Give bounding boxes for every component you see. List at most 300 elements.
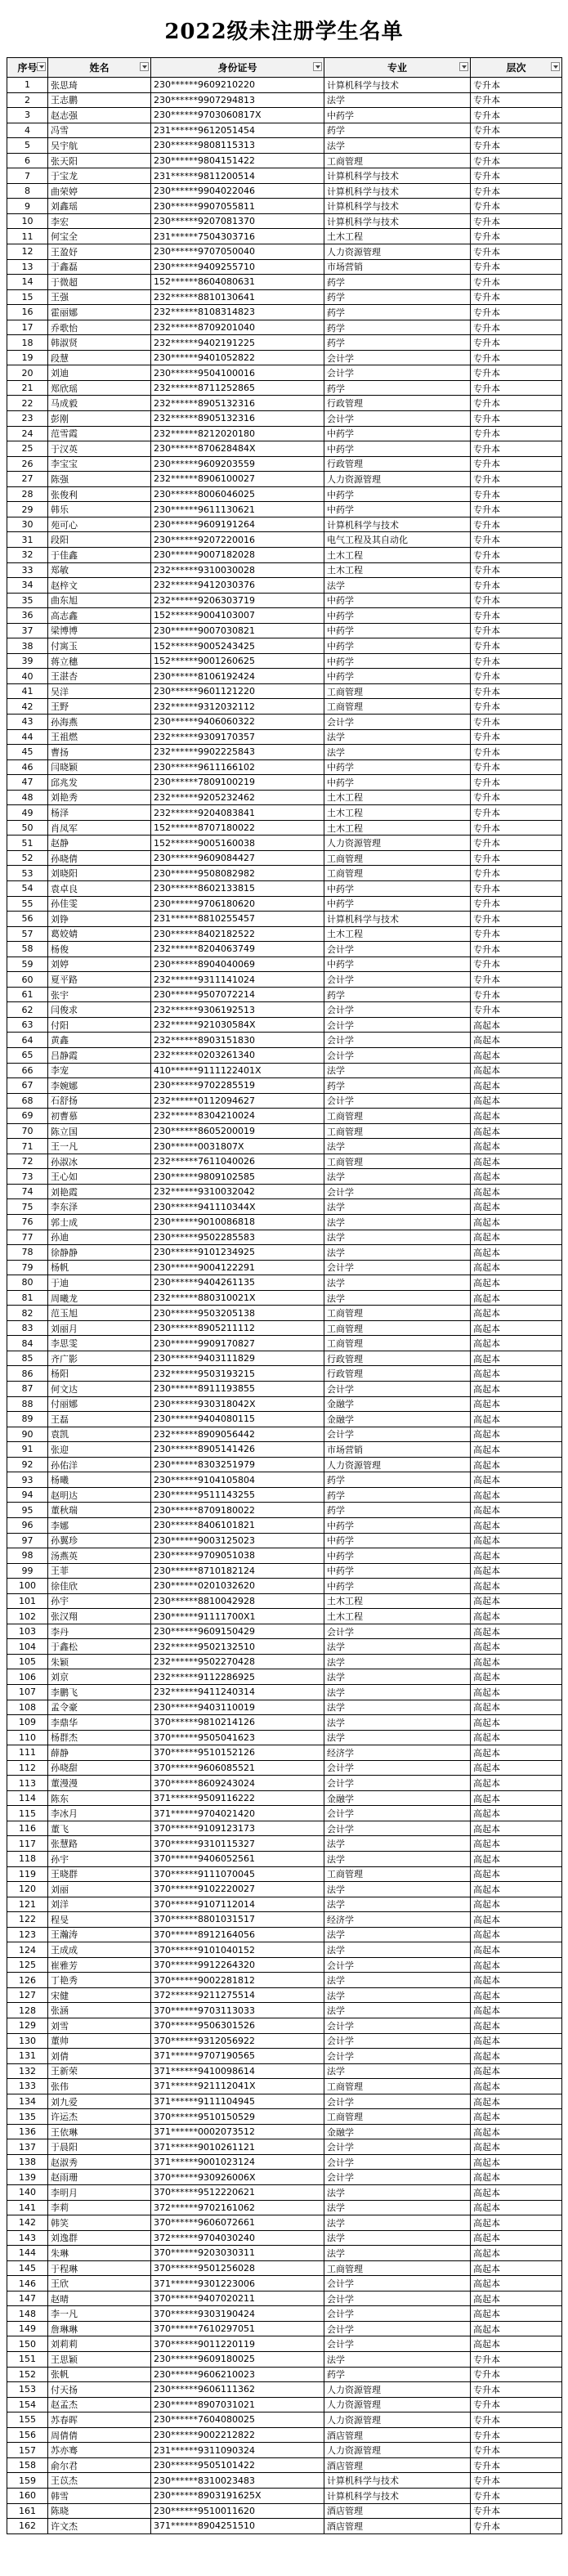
name-cell[interactable]: 王野 (48, 699, 151, 715)
row-number-cell[interactable]: 144 (7, 2246, 48, 2261)
id-number-cell[interactable]: 230******8911193855 (151, 1382, 324, 1397)
name-cell[interactable]: 董漫漫 (48, 1776, 151, 1791)
name-cell[interactable]: 彭刚 (48, 411, 151, 427)
name-cell[interactable]: 刘丽月 (48, 1320, 151, 1336)
name-cell[interactable]: 刘洋 (48, 1897, 151, 1912)
name-cell[interactable]: 徐静静 (48, 1245, 151, 1261)
level-cell[interactable]: 专升本 (471, 2352, 562, 2368)
id-number-cell[interactable]: 370******7610297051 (151, 2321, 324, 2336)
name-cell[interactable]: 韩淑贤 (48, 335, 151, 351)
level-cell[interactable]: 高起本 (471, 2079, 562, 2094)
name-cell[interactable]: 段阳 (48, 532, 151, 548)
id-number-cell[interactable]: 232******9205232462 (151, 790, 324, 805)
name-cell[interactable]: 蒋立穗 (48, 653, 151, 669)
major-cell[interactable]: 工商管理 (324, 1866, 471, 1882)
row-number-cell[interactable]: 151 (7, 2352, 48, 2368)
id-number-cell[interactable]: 232******8810130641 (151, 289, 324, 305)
id-number-cell[interactable]: 232******9112286925 (151, 1669, 324, 1685)
level-cell[interactable]: 高起本 (471, 1230, 562, 1245)
row-number-cell[interactable]: 56 (7, 912, 48, 927)
name-cell[interactable]: 曲荣婷 (48, 183, 151, 199)
level-cell[interactable]: 专升本 (471, 2427, 562, 2443)
name-cell[interactable]: 董飞 (48, 1821, 151, 1836)
major-cell[interactable]: 工商管理 (324, 1336, 471, 1351)
level-cell[interactable]: 专升本 (471, 547, 562, 562)
major-cell[interactable]: 法学 (324, 1169, 471, 1185)
level-cell[interactable]: 专升本 (471, 593, 562, 608)
row-number-cell[interactable]: 112 (7, 1760, 48, 1776)
filter-dropdown-icon[interactable] (313, 62, 322, 71)
name-cell[interactable]: 刘逸群 (48, 2230, 151, 2246)
row-number-cell[interactable]: 160 (7, 2488, 48, 2503)
level-cell[interactable]: 高起本 (471, 1290, 562, 1306)
row-number-cell[interactable]: 152 (7, 2367, 48, 2382)
level-cell[interactable]: 高起本 (471, 1366, 562, 1382)
major-cell[interactable]: 会计学 (324, 2094, 471, 2109)
id-number-cell[interactable]: 230******8106192424 (151, 669, 324, 684)
level-cell[interactable]: 高起本 (471, 1730, 562, 1745)
name-cell[interactable]: 李娜 (48, 1517, 151, 1533)
major-cell[interactable]: 法学 (324, 2230, 471, 2246)
row-number-cell[interactable]: 161 (7, 2503, 48, 2519)
major-cell[interactable]: 法学 (324, 1987, 471, 2003)
major-cell[interactable]: 土木工程 (324, 790, 471, 805)
name-cell[interactable]: 许运杰 (48, 2109, 151, 2125)
id-number-cell[interactable]: 230******9909170827 (151, 1336, 324, 1351)
major-cell[interactable]: 土木工程 (324, 820, 471, 836)
name-cell[interactable]: 于鑫磊 (48, 259, 151, 275)
major-cell[interactable]: 会计学 (324, 1184, 471, 1199)
id-number-cell[interactable]: 232******9206303719 (151, 593, 324, 608)
id-number-cell[interactable]: 230******9104105804 (151, 1472, 324, 1488)
id-number-cell[interactable]: 230******9907294813 (151, 92, 324, 108)
row-number-cell[interactable]: 99 (7, 1563, 48, 1579)
major-cell[interactable]: 会计学 (324, 1624, 471, 1639)
row-number-cell[interactable]: 70 (7, 1123, 48, 1139)
major-cell[interactable]: 会计学 (324, 1048, 471, 1064)
major-cell[interactable]: 市场营销 (324, 259, 471, 275)
major-cell[interactable]: 金融学 (324, 1790, 471, 1806)
name-cell[interactable]: 邱兆发 (48, 775, 151, 791)
row-number-cell[interactable]: 111 (7, 1745, 48, 1761)
row-number-cell[interactable]: 107 (7, 1684, 48, 1700)
id-number-cell[interactable]: 370******9606072661 (151, 2215, 324, 2231)
major-cell[interactable]: 会计学 (324, 1821, 471, 1836)
id-number-cell[interactable]: 230******8310023483 (151, 2473, 324, 2489)
id-number-cell[interactable]: 230******9505101422 (151, 2457, 324, 2473)
id-number-cell[interactable]: 370******8609243024 (151, 1776, 324, 1791)
name-cell[interactable]: 刘鑫瑶 (48, 199, 151, 214)
major-cell[interactable]: 法学 (324, 2185, 471, 2201)
row-number-cell[interactable]: 49 (7, 805, 48, 821)
level-cell[interactable]: 高起本 (471, 1503, 562, 1518)
level-cell[interactable]: 专升本 (471, 396, 562, 411)
row-number-cell[interactable]: 131 (7, 2049, 48, 2064)
name-cell[interactable]: 付阳 (48, 1017, 151, 1033)
major-cell[interactable]: 中药学 (324, 623, 471, 638)
id-number-cell[interactable]: 152******9005243425 (151, 638, 324, 654)
major-cell[interactable]: 药学 (324, 305, 471, 320)
level-cell[interactable]: 专升本 (471, 199, 562, 214)
row-number-cell[interactable]: 127 (7, 1987, 48, 2003)
name-cell[interactable]: 李明月 (48, 2185, 151, 2201)
level-cell[interactable]: 专升本 (471, 562, 562, 578)
row-number-cell[interactable]: 24 (7, 426, 48, 441)
level-cell[interactable]: 高起本 (471, 1412, 562, 1427)
row-number-cell[interactable]: 48 (7, 790, 48, 805)
major-cell[interactable]: 法学 (324, 1730, 471, 1745)
row-number-cell[interactable]: 113 (7, 1776, 48, 1791)
major-cell[interactable]: 工商管理 (324, 1123, 471, 1139)
name-cell[interactable]: 刘晓阳 (48, 866, 151, 881)
major-cell[interactable]: 法学 (324, 1927, 471, 1942)
name-cell[interactable]: 付天扬 (48, 2382, 151, 2398)
name-cell[interactable]: 张天阳 (48, 153, 151, 168)
level-cell[interactable]: 高起本 (471, 1487, 562, 1503)
name-cell[interactable]: 王盈妤 (48, 244, 151, 260)
level-cell[interactable]: 高起本 (471, 1654, 562, 1669)
id-number-cell[interactable]: 370******9703113033 (151, 2003, 324, 2018)
id-number-cell[interactable]: 230******9907055811 (151, 199, 324, 214)
level-cell[interactable]: 专升本 (471, 956, 562, 972)
name-cell[interactable]: 范玉旭 (48, 1306, 151, 1321)
id-number-cell[interactable]: 230******8709180022 (151, 1503, 324, 1518)
level-cell[interactable]: 高起本 (471, 1957, 562, 1973)
row-number-cell[interactable]: 51 (7, 836, 48, 851)
id-number-cell[interactable]: 230******8303251979 (151, 1457, 324, 1472)
name-cell[interactable]: 于鑫松 (48, 1639, 151, 1655)
row-number-cell[interactable]: 83 (7, 1320, 48, 1336)
row-number-cell[interactable]: 30 (7, 517, 48, 532)
name-cell[interactable]: 李宏 (48, 213, 151, 229)
major-cell[interactable]: 法学 (324, 1836, 471, 1852)
row-number-cell[interactable]: 31 (7, 532, 48, 548)
name-cell[interactable]: 范雪霞 (48, 426, 151, 441)
name-cell[interactable]: 朱颖 (48, 1654, 151, 1669)
row-number-cell[interactable]: 110 (7, 1730, 48, 1745)
row-number-cell[interactable]: 71 (7, 1139, 48, 1154)
level-cell[interactable]: 高起本 (471, 2018, 562, 2034)
name-cell[interactable]: 周倩倩 (48, 2427, 151, 2443)
name-cell[interactable]: 孙淑冰 (48, 1154, 151, 1169)
id-number-cell[interactable]: 232******9902225843 (151, 745, 324, 760)
name-cell[interactable]: 张帆 (48, 2367, 151, 2382)
row-number-cell[interactable]: 38 (7, 638, 48, 654)
row-number-cell[interactable]: 106 (7, 1669, 48, 1685)
name-cell[interactable]: 李宠 (48, 1063, 151, 1078)
id-number-cell[interactable]: 231******8810255457 (151, 912, 324, 927)
level-cell[interactable]: 高起本 (471, 1048, 562, 1064)
row-number-cell[interactable]: 4 (7, 123, 48, 138)
row-number-cell[interactable]: 128 (7, 2003, 48, 2018)
major-cell[interactable]: 工商管理 (324, 1109, 471, 1124)
major-cell[interactable]: 计算机科学与技术 (324, 183, 471, 199)
level-cell[interactable]: 高起本 (471, 1199, 562, 1215)
level-cell[interactable]: 专升本 (471, 305, 562, 320)
major-cell[interactable]: 中药学 (324, 108, 471, 123)
row-number-cell[interactable]: 63 (7, 1017, 48, 1033)
level-cell[interactable]: 高起本 (471, 1806, 562, 1821)
id-number-cell[interactable]: 232******9306192513 (151, 1002, 324, 1018)
id-number-cell[interactable]: 372******9702161062 (151, 2200, 324, 2215)
row-number-cell[interactable]: 42 (7, 699, 48, 715)
id-number-cell[interactable]: 232******9310032042 (151, 1184, 324, 1199)
name-cell[interactable]: 闫俊求 (48, 1002, 151, 1018)
row-number-cell[interactable]: 104 (7, 1639, 48, 1655)
row-number-cell[interactable]: 102 (7, 1609, 48, 1624)
name-cell[interactable]: 韩笑 (48, 2215, 151, 2231)
level-cell[interactable]: 专升本 (471, 669, 562, 684)
name-cell[interactable]: 杨帆 (48, 1260, 151, 1275)
id-number-cell[interactable]: 371******0002073512 (151, 2124, 324, 2139)
level-cell[interactable]: 高起本 (471, 1684, 562, 1700)
major-cell[interactable]: 会计学 (324, 2336, 471, 2352)
level-cell[interactable]: 高起本 (471, 1336, 562, 1351)
row-number-cell[interactable]: 90 (7, 1427, 48, 1442)
major-cell[interactable]: 中药学 (324, 1579, 471, 1594)
major-cell[interactable]: 法学 (324, 2003, 471, 2018)
id-number-cell[interactable]: 230******9609203559 (151, 456, 324, 472)
row-number-cell[interactable]: 27 (7, 472, 48, 487)
level-cell[interactable]: 高起本 (471, 1517, 562, 1533)
row-number-cell[interactable]: 13 (7, 259, 48, 275)
major-cell[interactable]: 会计学 (324, 1002, 471, 1018)
row-number-cell[interactable]: 136 (7, 2124, 48, 2139)
row-number-cell[interactable]: 149 (7, 2321, 48, 2336)
level-cell[interactable]: 高起本 (471, 1624, 562, 1639)
major-cell[interactable]: 计算机科学与技术 (324, 517, 471, 532)
level-cell[interactable]: 专升本 (471, 426, 562, 441)
major-cell[interactable]: 中药学 (324, 1517, 471, 1533)
name-cell[interactable]: 王志鹏 (48, 92, 151, 108)
level-cell[interactable]: 高起本 (471, 1790, 562, 1806)
major-cell[interactable]: 会计学 (324, 1260, 471, 1275)
level-cell[interactable]: 高起本 (471, 2246, 562, 2261)
name-cell[interactable]: 霍丽娜 (48, 305, 151, 320)
name-cell[interactable]: 张宇 (48, 987, 151, 1002)
id-number-cell[interactable]: 230******9702285519 (151, 1078, 324, 1094)
name-cell[interactable]: 李宝宝 (48, 456, 151, 472)
name-cell[interactable]: 王晓群 (48, 1866, 151, 1882)
major-cell[interactable]: 法学 (324, 1897, 471, 1912)
level-cell[interactable]: 专升本 (471, 1002, 562, 1018)
major-cell[interactable]: 药学 (324, 320, 471, 335)
id-number-cell[interactable]: 230******9606210023 (151, 2367, 324, 2382)
name-cell[interactable]: 袁凯 (48, 1427, 151, 1442)
level-cell[interactable]: 高起本 (471, 1973, 562, 1988)
row-number-cell[interactable]: 96 (7, 1517, 48, 1533)
major-cell[interactable]: 法学 (324, 1851, 471, 1866)
row-number-cell[interactable]: 91 (7, 1442, 48, 1458)
name-cell[interactable]: 赵淑秀 (48, 2154, 151, 2170)
major-cell[interactable]: 法学 (324, 1715, 471, 1731)
row-number-cell[interactable]: 6 (7, 153, 48, 168)
major-cell[interactable]: 人力资源管理 (324, 1457, 471, 1472)
row-number-cell[interactable]: 7 (7, 168, 48, 184)
row-number-cell[interactable]: 92 (7, 1457, 48, 1472)
row-number-cell[interactable]: 97 (7, 1533, 48, 1548)
name-cell[interactable]: 俞尔君 (48, 2457, 151, 2473)
major-cell[interactable]: 法学 (324, 138, 471, 154)
major-cell[interactable]: 中药学 (324, 502, 471, 517)
row-number-cell[interactable]: 132 (7, 2063, 48, 2079)
id-number-cell[interactable]: 232******8905132316 (151, 411, 324, 427)
id-number-cell[interactable]: 230******7604080025 (151, 2412, 324, 2428)
level-cell[interactable]: 专升本 (471, 896, 562, 912)
level-cell[interactable]: 专升本 (471, 213, 562, 229)
name-cell[interactable]: 王新荣 (48, 2063, 151, 2079)
level-cell[interactable]: 专升本 (471, 820, 562, 836)
row-number-cell[interactable]: 134 (7, 2094, 48, 2109)
row-number-cell[interactable]: 45 (7, 745, 48, 760)
major-cell[interactable]: 药学 (324, 380, 471, 396)
id-number-cell[interactable]: 371******9111104945 (151, 2094, 324, 2109)
id-number-cell[interactable]: 230******9403110019 (151, 1700, 324, 1715)
major-cell[interactable]: 中药学 (324, 775, 471, 791)
row-number-cell[interactable]: 34 (7, 578, 48, 594)
level-cell[interactable]: 高起本 (471, 1154, 562, 1169)
level-cell[interactable]: 高起本 (471, 1033, 562, 1048)
id-number-cell[interactable]: 230******9406060322 (151, 714, 324, 729)
major-cell[interactable]: 中药学 (324, 896, 471, 912)
name-cell[interactable]: 高志鑫 (48, 608, 151, 624)
name-cell[interactable]: 王磊 (48, 1412, 151, 1427)
row-number-cell[interactable]: 11 (7, 229, 48, 244)
major-cell[interactable]: 行政管理 (324, 1351, 471, 1366)
name-cell[interactable]: 陈晓 (48, 2503, 151, 2519)
name-cell[interactable]: 刘迪 (48, 365, 151, 381)
level-cell[interactable]: 高起本 (471, 2306, 562, 2322)
name-cell[interactable]: 吕静霞 (48, 1048, 151, 1064)
level-cell[interactable]: 专升本 (471, 2503, 562, 2519)
id-number-cell[interactable]: 370******9510150529 (151, 2109, 324, 2125)
major-cell[interactable]: 工商管理 (324, 2260, 471, 2276)
major-cell[interactable]: 法学 (324, 729, 471, 745)
id-number-cell[interactable]: 230******8904040069 (151, 956, 324, 972)
name-cell[interactable]: 赵梓文 (48, 578, 151, 594)
row-number-cell[interactable]: 126 (7, 1973, 48, 1988)
row-number-cell[interactable]: 121 (7, 1897, 48, 1912)
name-cell[interactable]: 孙晓甜 (48, 1760, 151, 1776)
name-cell[interactable]: 李鼎华 (48, 1715, 151, 1731)
level-cell[interactable]: 专升本 (471, 380, 562, 396)
id-number-cell[interactable]: 230******9606111362 (151, 2382, 324, 2398)
level-cell[interactable]: 高起本 (471, 1760, 562, 1776)
id-number-cell[interactable]: 230******8605200019 (151, 1123, 324, 1139)
name-cell[interactable]: 李一凡 (48, 2306, 151, 2322)
major-cell[interactable]: 中药学 (324, 956, 471, 972)
id-number-cell[interactable]: 230******9904022046 (151, 183, 324, 199)
id-number-cell[interactable]: 230******9401052822 (151, 350, 324, 365)
row-number-cell[interactable]: 18 (7, 335, 48, 351)
major-cell[interactable]: 计算机科学与技术 (324, 2473, 471, 2489)
major-cell[interactable]: 会计学 (324, 365, 471, 381)
level-cell[interactable]: 专升本 (471, 2412, 562, 2428)
level-cell[interactable]: 高起本 (471, 1700, 562, 1715)
level-cell[interactable]: 专升本 (471, 517, 562, 532)
id-number-cell[interactable]: 410******9111122401X (151, 1063, 324, 1078)
name-cell[interactable]: 宋健 (48, 1987, 151, 2003)
name-cell[interactable]: 杨群杰 (48, 1730, 151, 1745)
id-number-cell[interactable]: 370******9203030311 (151, 2246, 324, 2261)
name-cell[interactable]: 许文杰 (48, 2519, 151, 2534)
major-cell[interactable]: 会计学 (324, 2049, 471, 2064)
level-cell[interactable]: 专升本 (471, 456, 562, 472)
level-cell[interactable]: 专升本 (471, 532, 562, 548)
name-cell[interactable]: 段慧 (48, 350, 151, 365)
row-number-cell[interactable]: 123 (7, 1927, 48, 1942)
level-cell[interactable]: 高起本 (471, 1472, 562, 1488)
id-number-cell[interactable]: 230******9611166102 (151, 759, 324, 775)
name-cell[interactable]: 夏平路 (48, 972, 151, 988)
name-cell[interactable]: 王瀚涛 (48, 1927, 151, 1942)
row-number-cell[interactable]: 155 (7, 2412, 48, 2428)
id-number-cell[interactable]: 230******941110344X (151, 1199, 324, 1215)
major-cell[interactable]: 法学 (324, 2063, 471, 2079)
level-cell[interactable]: 专升本 (471, 942, 562, 957)
major-cell[interactable]: 会计学 (324, 1806, 471, 1821)
id-number-cell[interactable]: 232******9402191225 (151, 335, 324, 351)
major-cell[interactable]: 人力资源管理 (324, 2382, 471, 2398)
id-number-cell[interactable]: 230******9007182028 (151, 547, 324, 562)
level-cell[interactable]: 专升本 (471, 745, 562, 760)
level-cell[interactable]: 专升本 (471, 2443, 562, 2458)
major-cell[interactable]: 计算机科学与技术 (324, 78, 471, 93)
name-cell[interactable]: 朱琳 (48, 2246, 151, 2261)
id-number-cell[interactable]: 370******8801031517 (151, 1912, 324, 1928)
id-number-cell[interactable]: 232******0203261340 (151, 1048, 324, 1064)
name-cell[interactable]: 李婉娜 (48, 1078, 151, 1094)
name-cell[interactable]: 王苡杰 (48, 2473, 151, 2489)
name-cell[interactable]: 肖凤军 (48, 820, 151, 836)
row-number-cell[interactable]: 80 (7, 1275, 48, 1291)
row-number-cell[interactable]: 138 (7, 2154, 48, 2170)
level-cell[interactable]: 高起本 (471, 1563, 562, 1579)
id-number-cell[interactable]: 370******9303190424 (151, 2306, 324, 2322)
level-cell[interactable]: 专升本 (471, 683, 562, 699)
name-cell[interactable]: 何宝全 (48, 229, 151, 244)
row-number-cell[interactable]: 33 (7, 562, 48, 578)
major-cell[interactable]: 法学 (324, 2352, 471, 2368)
row-number-cell[interactable]: 78 (7, 1245, 48, 1261)
name-cell[interactable]: 孙佑洋 (48, 1457, 151, 1472)
id-number-cell[interactable]: 230******9502285583 (151, 1230, 324, 1245)
id-number-cell[interactable]: 370******9606085521 (151, 1760, 324, 1776)
row-number-cell[interactable]: 67 (7, 1078, 48, 1094)
id-number-cell[interactable]: 232******8304210024 (151, 1109, 324, 1124)
name-cell[interactable]: 马成毅 (48, 396, 151, 411)
major-cell[interactable]: 法学 (324, 1654, 471, 1669)
row-number-cell[interactable]: 154 (7, 2397, 48, 2412)
name-cell[interactable]: 闫晓颖 (48, 759, 151, 775)
id-number-cell[interactable]: 152******9005160038 (151, 836, 324, 851)
name-cell[interactable]: 刘雪 (48, 2018, 151, 2034)
major-cell[interactable]: 电气工程及其自动化 (324, 532, 471, 548)
major-cell[interactable]: 人力资源管理 (324, 472, 471, 487)
level-cell[interactable]: 专升本 (471, 2519, 562, 2534)
level-cell[interactable]: 高起本 (471, 2063, 562, 2079)
id-number-cell[interactable]: 230******0031807X (151, 1139, 324, 1154)
name-cell[interactable]: 苏亦骞 (48, 2443, 151, 2458)
level-cell[interactable]: 高起本 (471, 2276, 562, 2292)
id-number-cell[interactable]: 230******9706180620 (151, 896, 324, 912)
major-cell[interactable]: 土木工程 (324, 926, 471, 942)
name-cell[interactable]: 王思颖 (48, 2352, 151, 2368)
level-cell[interactable]: 高起本 (471, 1351, 562, 1366)
name-cell[interactable]: 孙宇 (48, 1593, 151, 1609)
major-cell[interactable]: 计算机科学与技术 (324, 213, 471, 229)
level-cell[interactable]: 专升本 (471, 805, 562, 821)
